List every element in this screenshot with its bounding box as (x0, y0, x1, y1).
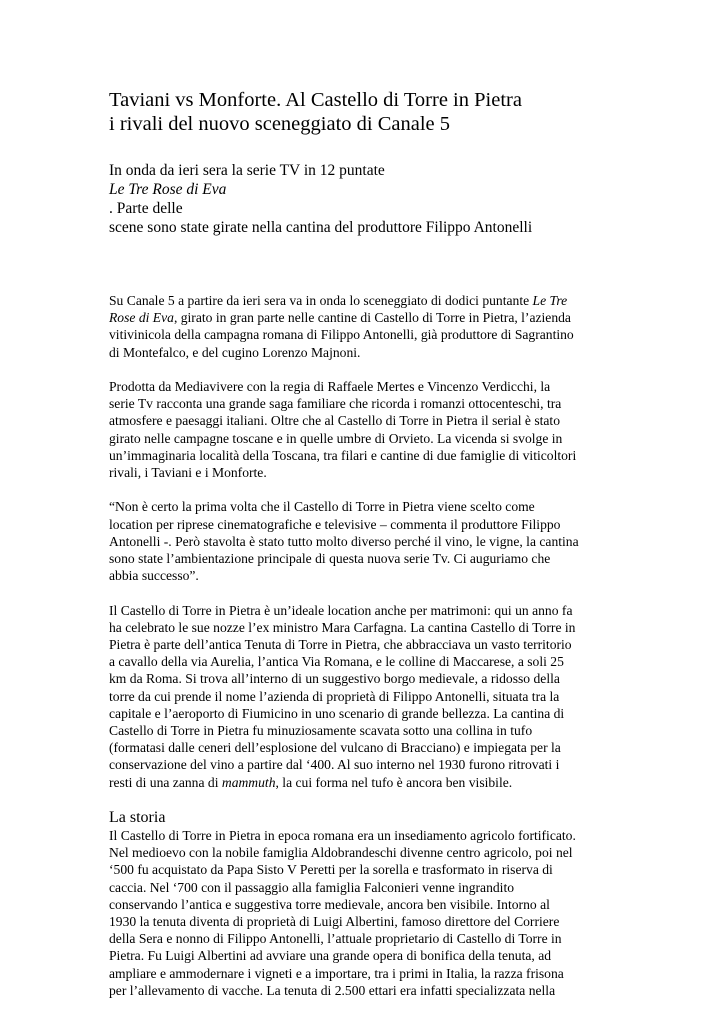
article-subtitle (109, 161, 619, 237)
text-line: Pietra. Fu Luigi Albertini ad avviare una grande opera di bonifica della tenuta, ad (109, 948, 552, 964)
subtitle-text: . Parte delle (109, 200, 183, 217)
text-line: location per riprese cinematografiche e televisive – commenta il produttore Filippo (109, 516, 561, 532)
paragraph-quote (109, 498, 619, 584)
text-line: atmosfere e paesaggi italiani. Oltre che al Castello di Torre in Pietra il serial è stato (109, 413, 561, 429)
subtitle-line (109, 161, 619, 218)
article (109, 88, 619, 999)
series-title: Le Tre Rose di Eva (109, 181, 227, 198)
text: , la cui forma nel tufo è ancora ben visibile. (275, 774, 513, 790)
paragraph-storia (109, 827, 619, 999)
subtitle-line: scene sono state girate nella cantina del produttore Filippo Antonelli (109, 219, 533, 236)
section-heading: La storia (109, 809, 166, 827)
text-line: conservazione del vino a partire dal ‘400. Al suo interno nel 1930 furono ritrovati i (109, 757, 560, 773)
text-line (109, 309, 619, 326)
paragraph-production (109, 378, 619, 481)
text-line: 1930 la tenuta diventa di proprietà di Luigi Albertini, famoso direttore del Corriere (109, 914, 560, 930)
text-line: a cavallo della via Aurelia, l’antica Via Romana, e le colline di Maccarese, a soli 25 (109, 654, 564, 670)
text-line (109, 292, 619, 309)
text: , girato in gran parte nelle cantine di Castello di Torre in Pietra, l’azienda (173, 310, 571, 326)
text-line (109, 774, 619, 791)
series-title: Le Tre (532, 293, 568, 308)
text-line: rivali, i Taviani e i Monforte. (109, 465, 267, 481)
text-line: sono state l’ambientazione principale di questa nuova serie Tv. Ci auguriamo che (109, 551, 551, 567)
text-line: caccia. Nel ‘700 con il passaggio alla famiglia Falconieri venne ingrandito (109, 879, 515, 895)
text-line: di Montefalco, e del cugino Lorenzo Majnoni. (109, 344, 361, 360)
title-line: i rivali del nuovo sceneggiato di Canale 5 (109, 113, 451, 135)
text-line: capitale e l’aeroporto di Fiumicino in uno scenario di grande bellezza. La cantina di (109, 705, 565, 721)
subtitle-text: In onda da ieri sera la serie TV in 12 puntate (109, 162, 385, 179)
text-line: Nel medioevo con la nobile famiglia Aldobrandeschi divenne centro agricolo, poi nel (109, 845, 573, 861)
text-line: Prodotta da Mediavivere con la regia di Raffaele Mertes e Vincenzo Verdicchi, la (109, 379, 551, 394)
text-line: torre da cui prende il nome l’azienda di proprietà di Filippo Antonelli, situata tra la (109, 688, 560, 704)
text-line: ha celebrato le sue nozze l’ex ministro Mara Carfagna. La cantina Castello di Torre in (109, 619, 576, 635)
section-storia (109, 808, 619, 999)
article-body (109, 292, 619, 999)
title-line: Taviani vs Monforte. Al Castello di Torre in Pietra (109, 89, 522, 111)
text-line: per l’allevamento di vacche. La tenuta di 2.500 ettari era infatti specializzata nella (109, 982, 556, 998)
article-title (109, 88, 619, 136)
series-title: Rose di Eva (109, 310, 174, 326)
paragraph-intro (109, 292, 619, 361)
text-line: km da Roma. Si trova all’interno di un suggestivo borgo medievale, a ridosso della (109, 671, 560, 687)
text-line: Antonelli -. Però stavolta è stato tutto molto diverso perché il vino, le vigne, la cantina (109, 533, 579, 549)
text-line: girato nelle campagne toscane e in quelle umbre di Orvieto. La vicenda si svolge in (109, 430, 563, 446)
text-line: serie Tv racconta una grande saga familiare che ricorda i romanzi ottocenteschi, tra (109, 396, 562, 412)
text-line: ampliare e ammodernare i vigneti e a importare, tra i primi in Italia, la razza frisona (109, 965, 564, 981)
text: Su Canale 5 a partire da ieri sera va in onda lo sceneggiato di dodici puntante (109, 293, 533, 308)
text-line: conservando l’antica e suggestiva torre medievale, ancora ben visibile. Intorno al (109, 896, 550, 912)
text-line: della Sera e nonno di Filippo Antonelli, l’attuale proprietario di Castello di Torre in (109, 931, 562, 947)
text-line: Castello di Torre in Pietra fu minuziosamente scavata sotto una collina in tufo (109, 723, 533, 739)
text-line: Il Castello di Torre in Pietra è un’ideale location anche per matrimoni: qui un anno fa (109, 602, 573, 618)
text: resti di una zanna di (109, 774, 222, 790)
text-line: ‘500 fu acquistato da Papa Sisto V Peretti per la sorella e trasformato in riserva di (109, 862, 553, 878)
text-line: (formatasi dalle ceneri dell’esplosione del vulcano di Bracciano) e impiegata per la (109, 740, 561, 756)
text-line: un’immaginaria località della Toscana, tra filari e cantine di due famiglie di viticoltori (109, 447, 577, 463)
text-line: Pietra è parte dell’antica Tenuta di Torre in Pietra, che abbracciava un vasto territorio (109, 637, 572, 653)
text-line: vitivinicola della campagna romana di Filippo Antonelli, già produttore di Sagrantino (109, 327, 574, 343)
paragraph-location (109, 602, 619, 791)
text-line: abbia successo”. (109, 568, 199, 584)
emphasis: mammuth (221, 774, 276, 790)
text-line: Il Castello di Torre in Pietra in epoca romana era un insediamento agricolo fortificato. (109, 828, 576, 844)
text-line: “Non è certo la prima volta che il Castello di Torre in Pietra viene scelto come (109, 499, 535, 515)
